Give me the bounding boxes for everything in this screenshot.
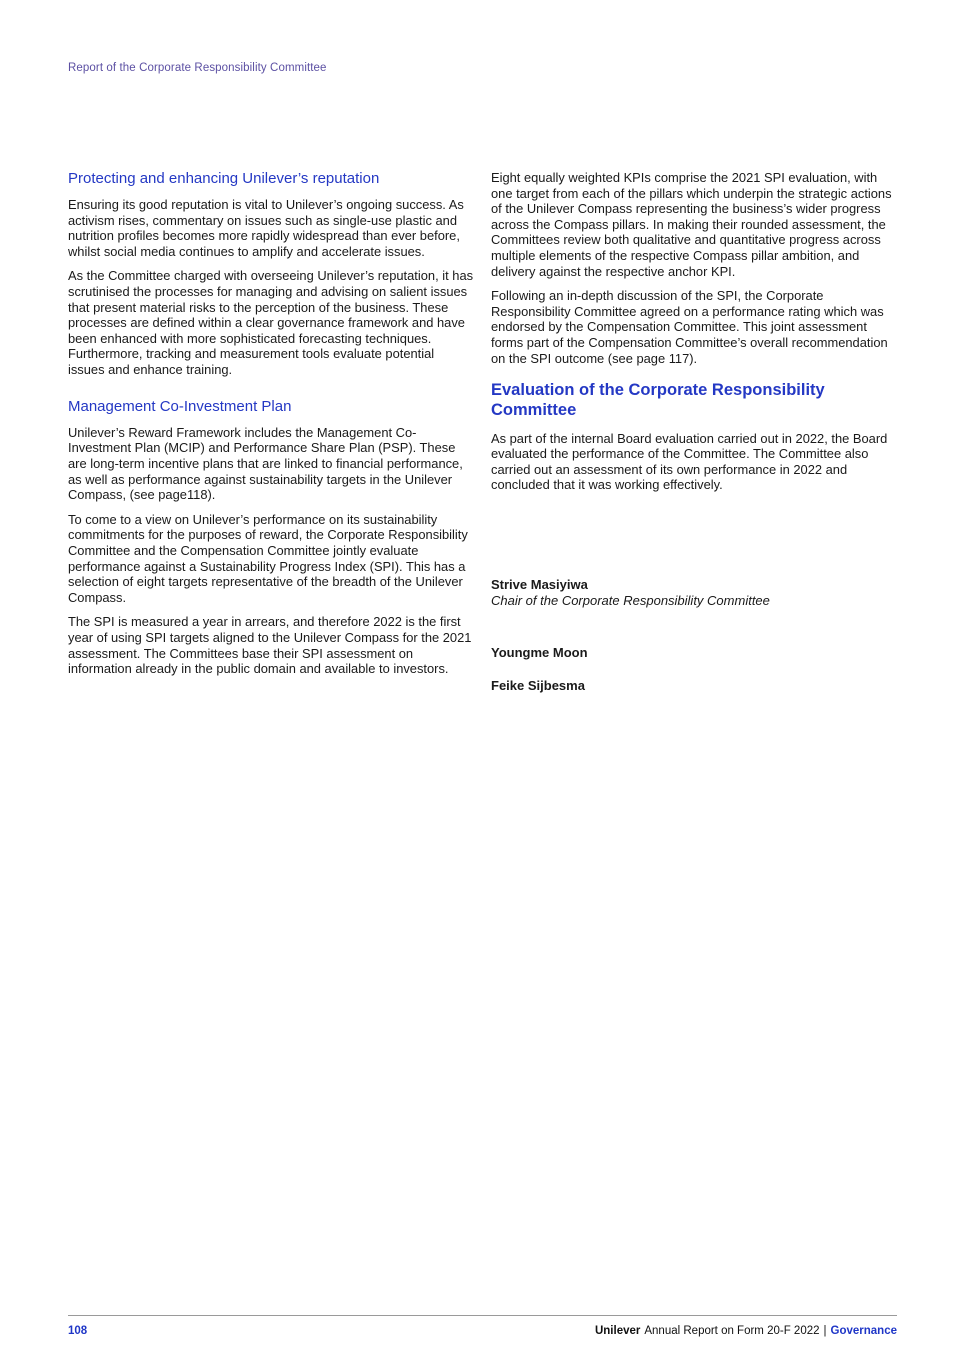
section-heading-evaluation: Evaluation of the Corporate Responsibility Committee [491, 381, 825, 420]
two-column-layout [68, 170, 897, 694]
signature-block [491, 577, 897, 694]
right-column [491, 170, 897, 694]
paragraph-reputation-1: Ensuring its good reputation is vital to Unilever’s ongoing success. As activism rises, commentary on issues such as single-use plastic and nutrition profiles becomes more rapidly widespread than ever before, whilst social media continues to amplify and accelerate issues. [68, 197, 464, 259]
signatory-member-2: Feike Sijbesma [491, 677, 585, 693]
running-header: Report of the Corporate Responsibility Committee [68, 62, 327, 74]
footer-divider: | [823, 1325, 827, 1337]
paragraph-reputation-2: As the Committee charged with overseeing Unilever’s reputation, it has scrutinised the processes for managing and advising on salient issues that present material risks to the perception of the business. These processes are defined within a clear governance framework and have been enhanced with more sophisticated forecasting techniques. Furthermore, tracking and measurement tools evaluate potential issues and enhance training. [68, 268, 474, 378]
left-column [68, 170, 474, 694]
footer-report-title: Annual Report on Form 20-F 2022 [644, 1325, 820, 1337]
paragraph-mcip-2: To come to a view on Unilever’s performance on its sustainability commitments for the purposes of reward, the Corporate Responsibility Committee and the Compensation Committee jointly evaluate performance against a Sustainability Progress Index (SPI). This has a selection of eight targets representative of the breadth of the Unilever Compass. [68, 511, 468, 605]
page-number: 108 [68, 1325, 88, 1337]
paragraph-spi-2: Following an in-depth discussion of the SPI, the Corporate Responsibility Committee agreed on a performance rating which was endorsed by the Compensation Committee. This joint assessment forms part of the Compensation Committee’s overall recommendation on the SPI outcome (see page 117). [491, 288, 888, 366]
paragraph-spi-1: Eight equally weighted KPIs comprise the 2021 SPI evaluation, with one target from each of the pillars which underpin the strategic actions of the Unilever Compass representing the business’s wider progress across the Compass pillars. In making their rounded assessment, the Committees review both qualitative and quantitative progress across multiple elements of the respective Compass pillar ambition, and delivery against the respective anchor KPI. [491, 170, 892, 279]
signatory-member-1: Youngme Moon [491, 644, 588, 660]
section-heading-reputation: Protecting and enhancing Unilever’s reputation [68, 170, 380, 187]
footer-brand: Unilever [594, 1325, 641, 1337]
signatory-chair-title: Chair of the Corporate Responsibility Committee [491, 593, 770, 609]
footer-report-line [595, 1325, 897, 1337]
footer-section-label: Governance [830, 1325, 897, 1337]
section-heading-mcip: Management Co-Investment Plan [68, 397, 292, 415]
signatory-chair-name: Strive Masiyiwa [491, 577, 588, 592]
paragraph-mcip-3: The SPI is measured a year in arrears, and therefore 2022 is the first year of using SPI targets aligned to the Unilever Compass for the 2021 assessment. The Committees base their SPI assessment on information already in the public domain and available to investors. [68, 614, 472, 677]
paragraph-mcip-1: Unilever’s Reward Framework includes the Management Co-Investment Plan (MCIP) and Performance Share Plan (PSP). These are long-term incentive plans that are linked to financial performance, as well as performance against sustainability targets in the Unilever Compass, (see page118). [68, 424, 463, 503]
page-footer [68, 1315, 897, 1337]
paragraph-evaluation-1: As part of the internal Board evaluation carried out in 2022, the Board evaluated the performance of the Committee. The Committee also carried out an assessment of its own performance in 2022 and concluded that it was working effectively. [491, 430, 888, 493]
